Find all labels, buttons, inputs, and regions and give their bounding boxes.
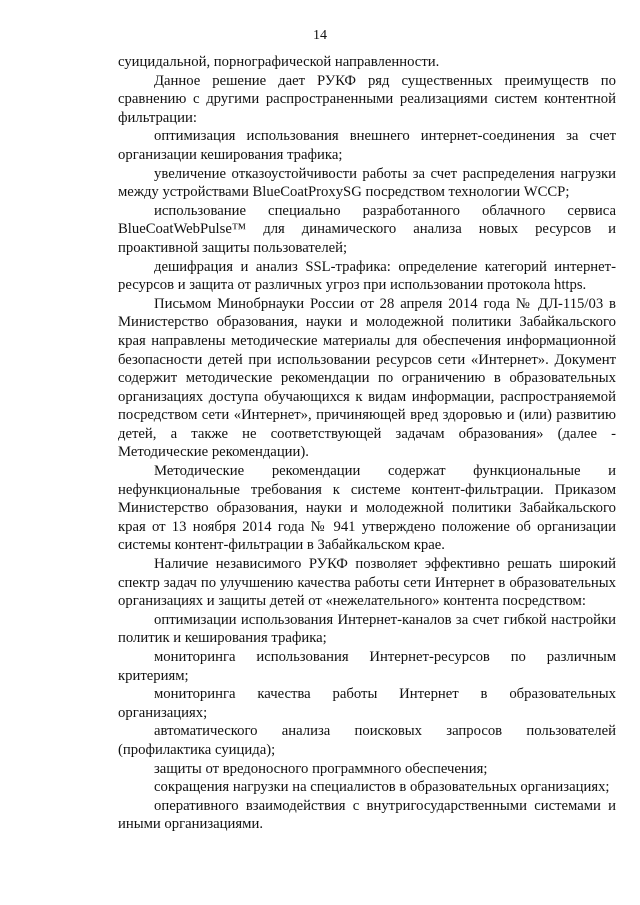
document-body — [118, 53, 616, 834]
list-item: оптимизация использования внешнего интернет-соединения за счет организации кеширования трафика; — [118, 128, 616, 163]
list-item: дешифрация и анализ SSL-трафика: определение категорий интернет-ресурсов и защита от различных угроз при использовании протокола https. — [118, 258, 616, 294]
list-item: автоматического анализа поисковых запросов пользователей (профилактика суицида); — [118, 723, 616, 758]
list-item: использование специально разработанного облачного сервиса BlueCoatWebPulse™ для динамического анализа новых ресурсов и проактивной защиты пользователей; — [118, 202, 616, 256]
paragraph: Данное решение дает РУКФ ряд существенных преимуществ по сравнению с другими распространенными реализациями систем контентной фильтрации: — [118, 72, 616, 126]
page-number: 14 — [313, 28, 327, 43]
list-item: защиты от вредоносного программного обеспечения; — [154, 760, 488, 777]
list-item: оперативного взаимодействия с внутригосударственными системами и иными организациями. — [118, 797, 616, 833]
list-item: мониторинга использования Интернет-ресурсов по различным критериям; — [118, 649, 616, 684]
list-item: мониторинга качества работы Интернет в образовательных организациях; — [118, 686, 616, 721]
list-item: увеличение отказоустойчивости работы за счет распределения нагрузки между устройствами BlueCoatProxySG посредством технологии WCCP; — [118, 165, 616, 201]
paragraph: Письмом Минобрнауки России от 28 апреля 2014 года № ДЛ-115/03 в Министерство образования, науки и молодежной политики Забайкальского края направлены методические материалы для обеспечения информационной безопасности детей при использовании ресурсов сети «Интернет». Документ содержит методические рекомендации по ограничению в образовательных организациях доступа обучающихся к видам информации, распространяемой посредством сети «Интернет», причиняющей вред здоровью и (или) развитию детей, а также не соответствующей задачам образования» (далее - Методические рекомендации). — [118, 295, 616, 461]
paragraph: Методические рекомендации содержат функциональные и нефункциональные требования к системе контент-фильтрации. Приказом Министерство образования, науки и молодежной политики Забайкальского края от 13 ноября 2014 года № 941 утверждено положение об организации системы контент-фильтрации в Забайкальском крае. — [118, 463, 616, 554]
paragraph: суицидальной, порнографической направленности. — [118, 54, 440, 70]
list-item: оптимизации использования Интернет-каналов за счет гибкой настройки политик и кеширования трафика; — [118, 611, 616, 647]
list-item: сокращения нагрузки на специалистов в образовательных организациях; — [154, 779, 610, 796]
paragraph: Наличие независимого РУКФ позволяет эффективно решать широкий спектр задач по улучшению качества работы сети Интернет в образовательных организациях и защиты детей от «нежелательного» контента посредством: — [118, 556, 616, 610]
